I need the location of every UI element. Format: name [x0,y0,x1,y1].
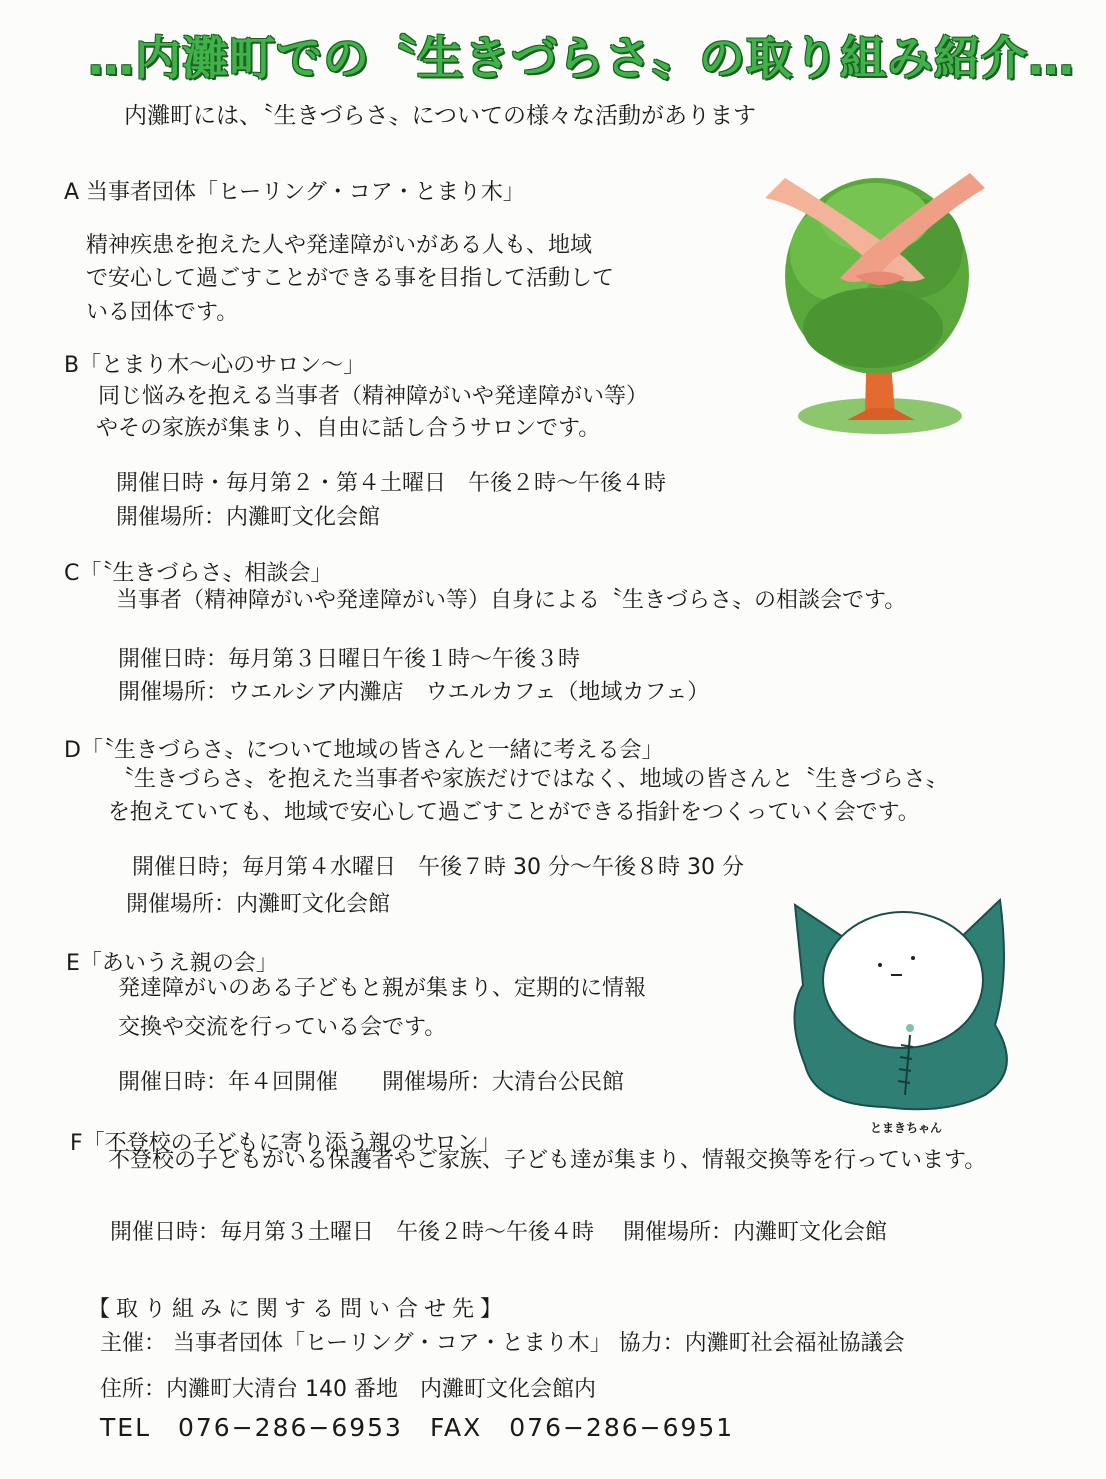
section-a-heading: A 当事者団体「ヒーリング・コア・とまり木」 [64,180,525,205]
section-c-place: 開催場所：ウエルシア内灘店 ウエルカフェ（地域カフェ） [118,680,710,705]
section-d-place: 開催場所：内灘町文化会館 [126,892,391,917]
section-a-line-1: 精神疾患を抱えた人や発達障がいがある人も、地域 [86,233,593,258]
section-c-date: 開催日時：毎月第３日曜日午後１時～午後３時 [118,647,581,672]
section-a-line-2: で安心して過ごすことができる事を目指して活動して [86,266,615,291]
section-d-date: 開催日時；毎月第４水曜日 午後７時 30 分～午後８時 30 分 [132,855,744,880]
contact-phone: TEL 076−286−6953 FAX 076−286−6951 [100,1413,735,1442]
section-b-line-1: 同じ悩みを抱える当事者（精神障がいや発達障がい等） [98,384,649,409]
section-b-place: 開催場所：内灘町文化会館 [116,505,381,530]
section-c-heading: C「〝生きづらさ〟相談会」 [64,561,333,586]
section-d-line-1: 〝生きづらさ〟を抱えた当事者や家族だけではなく、地域の皆さんと〝生きづらさ〟 [112,767,948,792]
section-f-info: 開催日時：毎月第３土曜日 午後２時～午後４時 開催場所：内灘町文化会館 [110,1220,887,1245]
section-d-heading: D「〝生きづらさ〟について地域の皆さんと一緒に考える会」 [64,738,664,763]
section-e-line-1: 発達障がいのある子どもと親が集まり、定期的に情報 [118,976,647,1001]
tree-hands-illustration [755,158,995,443]
section-e-line-2: 交換や交流を行っている会です。 [118,1015,447,1040]
contact-address: 住所：内灘町大清台 140 番地 内灘町文化会館内 [100,1377,596,1402]
mascot-name: とまきちゃん [870,1121,943,1135]
contact-heading: 【取り組みに関する問い合せ先】 [88,1297,509,1322]
page-subtitle: 内灘町には、〝生きづらさ〟についての様々な活動があります [124,103,757,129]
section-e-heading: E「あいうえ親の会」 [66,951,278,976]
section-e-info: 開催日時：年４回開催 開催場所：大清台公民館 [118,1070,625,1095]
page-title: …内灘町での〝生きづらさ〟の取り組み紹介… [88,31,1075,85]
section-a-line-3: いる団体です。 [86,300,239,325]
section-f-heading: F「不登校の子どもに寄り添う親のサロン」 [70,1131,501,1156]
contact-organizer: 主催： 当事者団体「ヒーリング・コア・とまり木」 協力：内灘町社会福祉協議会 [100,1331,905,1356]
tomakichan-mascot [785,895,1025,1115]
section-b-date: 開催日時・毎月第２・第４土曜日 午後２時～午後４時 [116,471,667,496]
section-d-line-2: を抱えていても、地域で安心して過ごすことができる指針をつくっていく会です。 [108,800,920,825]
section-f-line-1: 不登校の子どもがいる保護者やご家族、子ども達が集まり、情報交換等を行っています。 [108,1148,987,1173]
section-c-line-1: 当事者（精神障がいや発達障がい等）自身による〝生きづらさ〟の相談会です。 [116,588,907,613]
section-b-line-2: やその家族が集まり、自由に話し合うサロンです。 [96,416,601,441]
section-b-heading: B「とまり木～心のサロン～」 [64,353,366,378]
